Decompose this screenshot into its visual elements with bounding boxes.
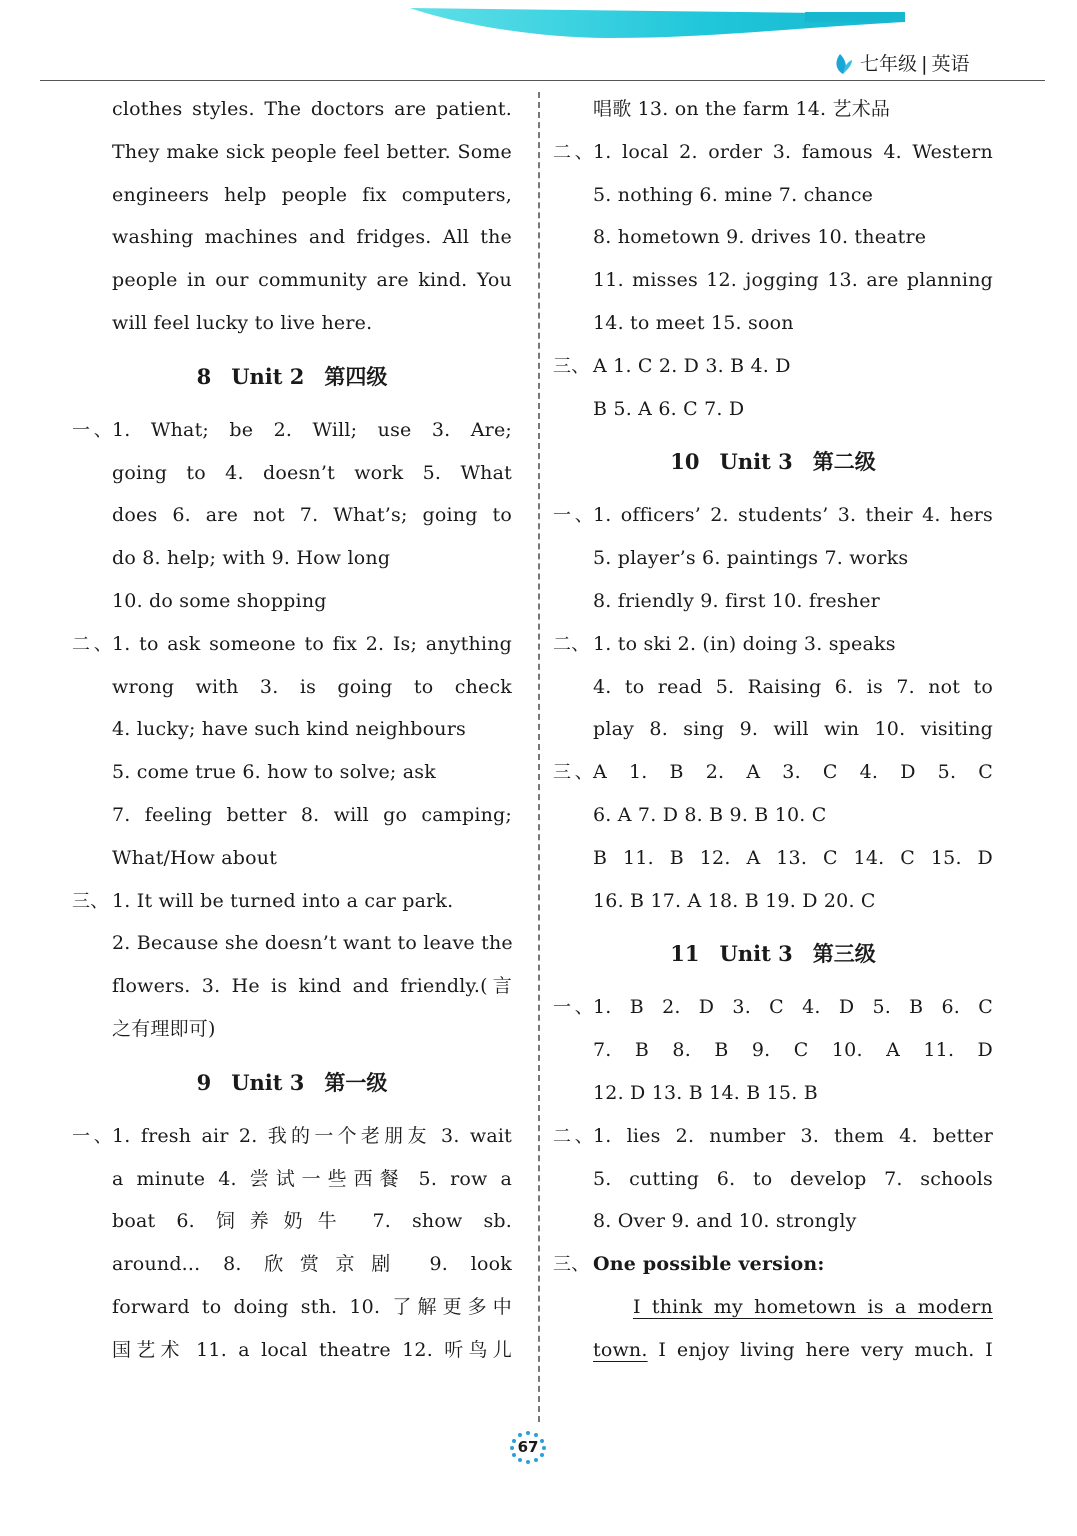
answer-text: 1. What; be 2. Will; use 3. Are; (112, 418, 512, 441)
answer-text: They make sick people feel better. Some (112, 140, 512, 163)
answer-line (553, 986, 993, 1029)
answer-line (553, 1286, 993, 1329)
answer-line (553, 302, 993, 345)
heading-level: 第四级 (324, 363, 388, 389)
section-marker: 三、 (553, 1254, 590, 1276)
answer-text: 12. D 13. B 14. B 15. B (593, 1081, 818, 1104)
answer-line (553, 794, 993, 837)
grade-label: 七年级 (860, 53, 918, 75)
answer-line (72, 880, 512, 923)
heading-num: 9 (196, 1069, 212, 1095)
answer-line (72, 1115, 512, 1158)
answer-text: 2. Because she doesn’t want to leave the (112, 932, 513, 955)
answer-text: play 8. sing 9. will win 10. visiting (593, 718, 993, 741)
underlined-word: town. (593, 1338, 648, 1361)
answer-line (72, 965, 512, 1008)
answer-text: town. I enjoy living here very much. I (593, 1338, 993, 1361)
answer-text: 7. feeling better 8. will go camping; (112, 803, 512, 826)
section-marker: 一、 (553, 997, 593, 1019)
answer-line (72, 216, 512, 259)
heading-num: 8 (196, 363, 212, 389)
answer-line (72, 837, 512, 880)
answer-text: around... 8. 欣赏京剧 9. look (112, 1253, 512, 1276)
answer-text: 唱歌 13. on the farm 14. 艺术品 (593, 98, 891, 120)
section-marker: 一、 (72, 1125, 112, 1147)
answer-line (553, 1200, 993, 1243)
answer-text: engineers help people fix computers, (112, 183, 512, 206)
header-separator: | (921, 53, 928, 75)
answer-line (553, 259, 993, 302)
answer-line (72, 794, 512, 837)
heading-level: 第二级 (812, 449, 876, 475)
answer-text: 1. officers’ 2. students’ 3. their 4. hers (593, 504, 993, 527)
answer-line (553, 751, 993, 794)
answer-line (72, 1243, 512, 1286)
answer-text: a minute 4. 尝试一些西餐 5. row a (112, 1167, 512, 1190)
section-heading (72, 1051, 512, 1115)
answer-text: I think my hometown is a modern (633, 1295, 993, 1318)
left-column (72, 88, 512, 1372)
answer-line (553, 623, 993, 666)
answer-text: One possible version: (593, 1253, 825, 1276)
answer-line (553, 580, 993, 623)
header-grade-subject (832, 50, 969, 78)
answer-text: 11. misses 12. jogging 13. are planning (593, 269, 993, 292)
answer-text: 1. local 2. order 3. famous 4. Western (593, 140, 993, 163)
answer-line (72, 580, 512, 623)
answer-line (72, 88, 512, 131)
answer-text: What/How about (112, 846, 278, 869)
answer-line (553, 216, 993, 259)
subject-label: 英语 (931, 53, 970, 75)
answer-line (72, 1286, 512, 1329)
answer-text: B 11. B 12. A 13. C 14. C 15. D (593, 846, 993, 869)
answer-text: 1. lies 2. number 3. them 4. better (593, 1124, 993, 1147)
right-column (553, 88, 993, 1372)
page-number (509, 1430, 547, 1464)
answer-line (553, 1029, 993, 1072)
answer-line (553, 494, 993, 537)
answer-line (553, 1158, 993, 1201)
answer-text: 8. Over 9. and 10. strongly (593, 1210, 857, 1233)
answer-text: does 6. are not 7. What’s; going to (112, 504, 512, 527)
answer-line (553, 131, 993, 174)
answer-text: 6. A 7. D 8. B 9. B 10. C (593, 803, 827, 826)
answer-text: B 5. A 6. C 7. D (593, 397, 745, 420)
answer-text: 4. to read 5. Raising 6. is 7. not to (593, 675, 993, 698)
section-marker: 二、 (553, 1125, 593, 1147)
answer-line (553, 1115, 993, 1158)
answer-line (72, 131, 512, 174)
answer-line (553, 708, 993, 751)
section-marker: 二、 (553, 141, 593, 163)
answer-line (72, 922, 512, 965)
answer-line (72, 409, 512, 452)
answer-text: A 1. C 2. D 3. B 4. D (593, 354, 791, 377)
page-number-text: 67 (517, 1438, 539, 1456)
answer-line (553, 880, 993, 923)
answer-line (553, 1072, 993, 1115)
answer-text: wrong with 3. is going to check (112, 675, 512, 698)
answer-line (72, 537, 512, 580)
answer-text: 国艺术 11. a local theatre 12. 听鸟儿 (112, 1338, 512, 1361)
answer-line (553, 388, 993, 431)
answer-line (72, 1158, 512, 1201)
leaf-icon (832, 50, 854, 76)
answer-line (72, 1200, 512, 1243)
answer-line (72, 494, 512, 537)
section-marker: 三、 (72, 890, 109, 912)
section-marker: 一、 (553, 505, 593, 527)
answer-line (72, 452, 512, 495)
answer-text: 1. to ask someone to fix 2. Is; anything (112, 632, 512, 655)
answer-line (72, 708, 512, 751)
answer-line (72, 623, 512, 666)
answer-text: 14. to meet 15. soon (593, 311, 794, 334)
header-rule (40, 80, 1045, 81)
answer-text: washing machines and fridges. All the (112, 226, 512, 249)
answer-text: 1. It will be turned into a car park. (112, 889, 454, 912)
section-marker: 二、 (72, 633, 112, 655)
heading-num: 10 (670, 449, 700, 475)
answer-text: 16. B 17. A 18. B 19. D 20. C (593, 889, 876, 912)
answer-text: 之有理即可) (112, 1017, 216, 1040)
heading-unit: Unit 3 (719, 941, 793, 967)
heading-level: 第一级 (324, 1069, 388, 1095)
heading-num: 11 (670, 941, 700, 967)
answer-text: 8. hometown 9. drives 10. theatre (593, 226, 927, 249)
answer-text: do 8. help; with 9. How long (112, 547, 391, 570)
section-marker: 二、 (553, 633, 590, 655)
answer-line (72, 259, 512, 302)
answer-text: 7. B 8. B 9. C 10. A 11. D (593, 1039, 993, 1062)
column-divider (538, 92, 540, 1422)
answer-text: 10. do some shopping (112, 589, 327, 612)
section-heading (553, 922, 993, 986)
answer-text: boat 6. 饲养奶牛 7. show sb. (112, 1210, 512, 1233)
section-heading (72, 345, 512, 409)
answer-text: people in our community are kind. You (112, 269, 512, 292)
answer-text: 8. friendly 9. first 10. fresher (593, 589, 880, 612)
answer-text: flowers. 3. He is kind and friendly.(言 (112, 975, 512, 998)
answer-line (72, 666, 512, 709)
answer-text: 1. to ski 2. (in) doing 3. speaks (593, 632, 896, 655)
answer-line (553, 837, 993, 880)
answer-line (553, 1243, 993, 1286)
section-marker: 一、 (72, 419, 112, 441)
answer-text: 5. cutting 6. to develop 7. schools (593, 1167, 993, 1190)
answer-text: 5. nothing 6. mine 7. chance (593, 183, 874, 206)
answer-text: 5. player’s 6. paintings 7. works (593, 547, 909, 570)
answer-text: A 1. B 2. A 3. C 4. D 5. C (593, 761, 993, 784)
section-marker: 三、 (553, 355, 590, 377)
answer-line (553, 537, 993, 580)
answer-text: clothes styles. The doctors are patient. (112, 98, 512, 120)
answer-line (553, 174, 993, 217)
answer-text: forward to doing sth. 10. 了解更多中 (112, 1295, 512, 1318)
section-heading (553, 430, 993, 494)
section-marker: 三、 (553, 762, 593, 784)
answer-text: going to 4. doesn’t work 5. What (112, 461, 512, 484)
answer-text: 1. fresh air 2. 我的一个老朋友 3. wait (112, 1124, 512, 1147)
answer-line (72, 1008, 512, 1051)
answer-text: 4. lucky; have such kind neighbours (112, 718, 466, 741)
answer-line (72, 174, 512, 217)
heading-level: 第三级 (812, 941, 876, 967)
answer-line (72, 1329, 512, 1372)
answer-line (72, 302, 512, 345)
answer-text: will feel lucky to live here. (112, 311, 373, 334)
answer-text: 5. come true 6. how to solve; ask (112, 761, 436, 784)
answer-line (553, 1329, 993, 1372)
header-decoration-band (410, 4, 905, 40)
answer-line (553, 666, 993, 709)
heading-unit: Unit 2 (231, 363, 305, 389)
heading-unit: Unit 3 (719, 449, 793, 475)
heading-unit: Unit 3 (231, 1069, 305, 1095)
answer-line (553, 88, 993, 131)
answer-line (553, 345, 993, 388)
answer-text: 1. B 2. D 3. C 4. D 5. B 6. C (593, 996, 993, 1019)
answer-line (72, 751, 512, 794)
